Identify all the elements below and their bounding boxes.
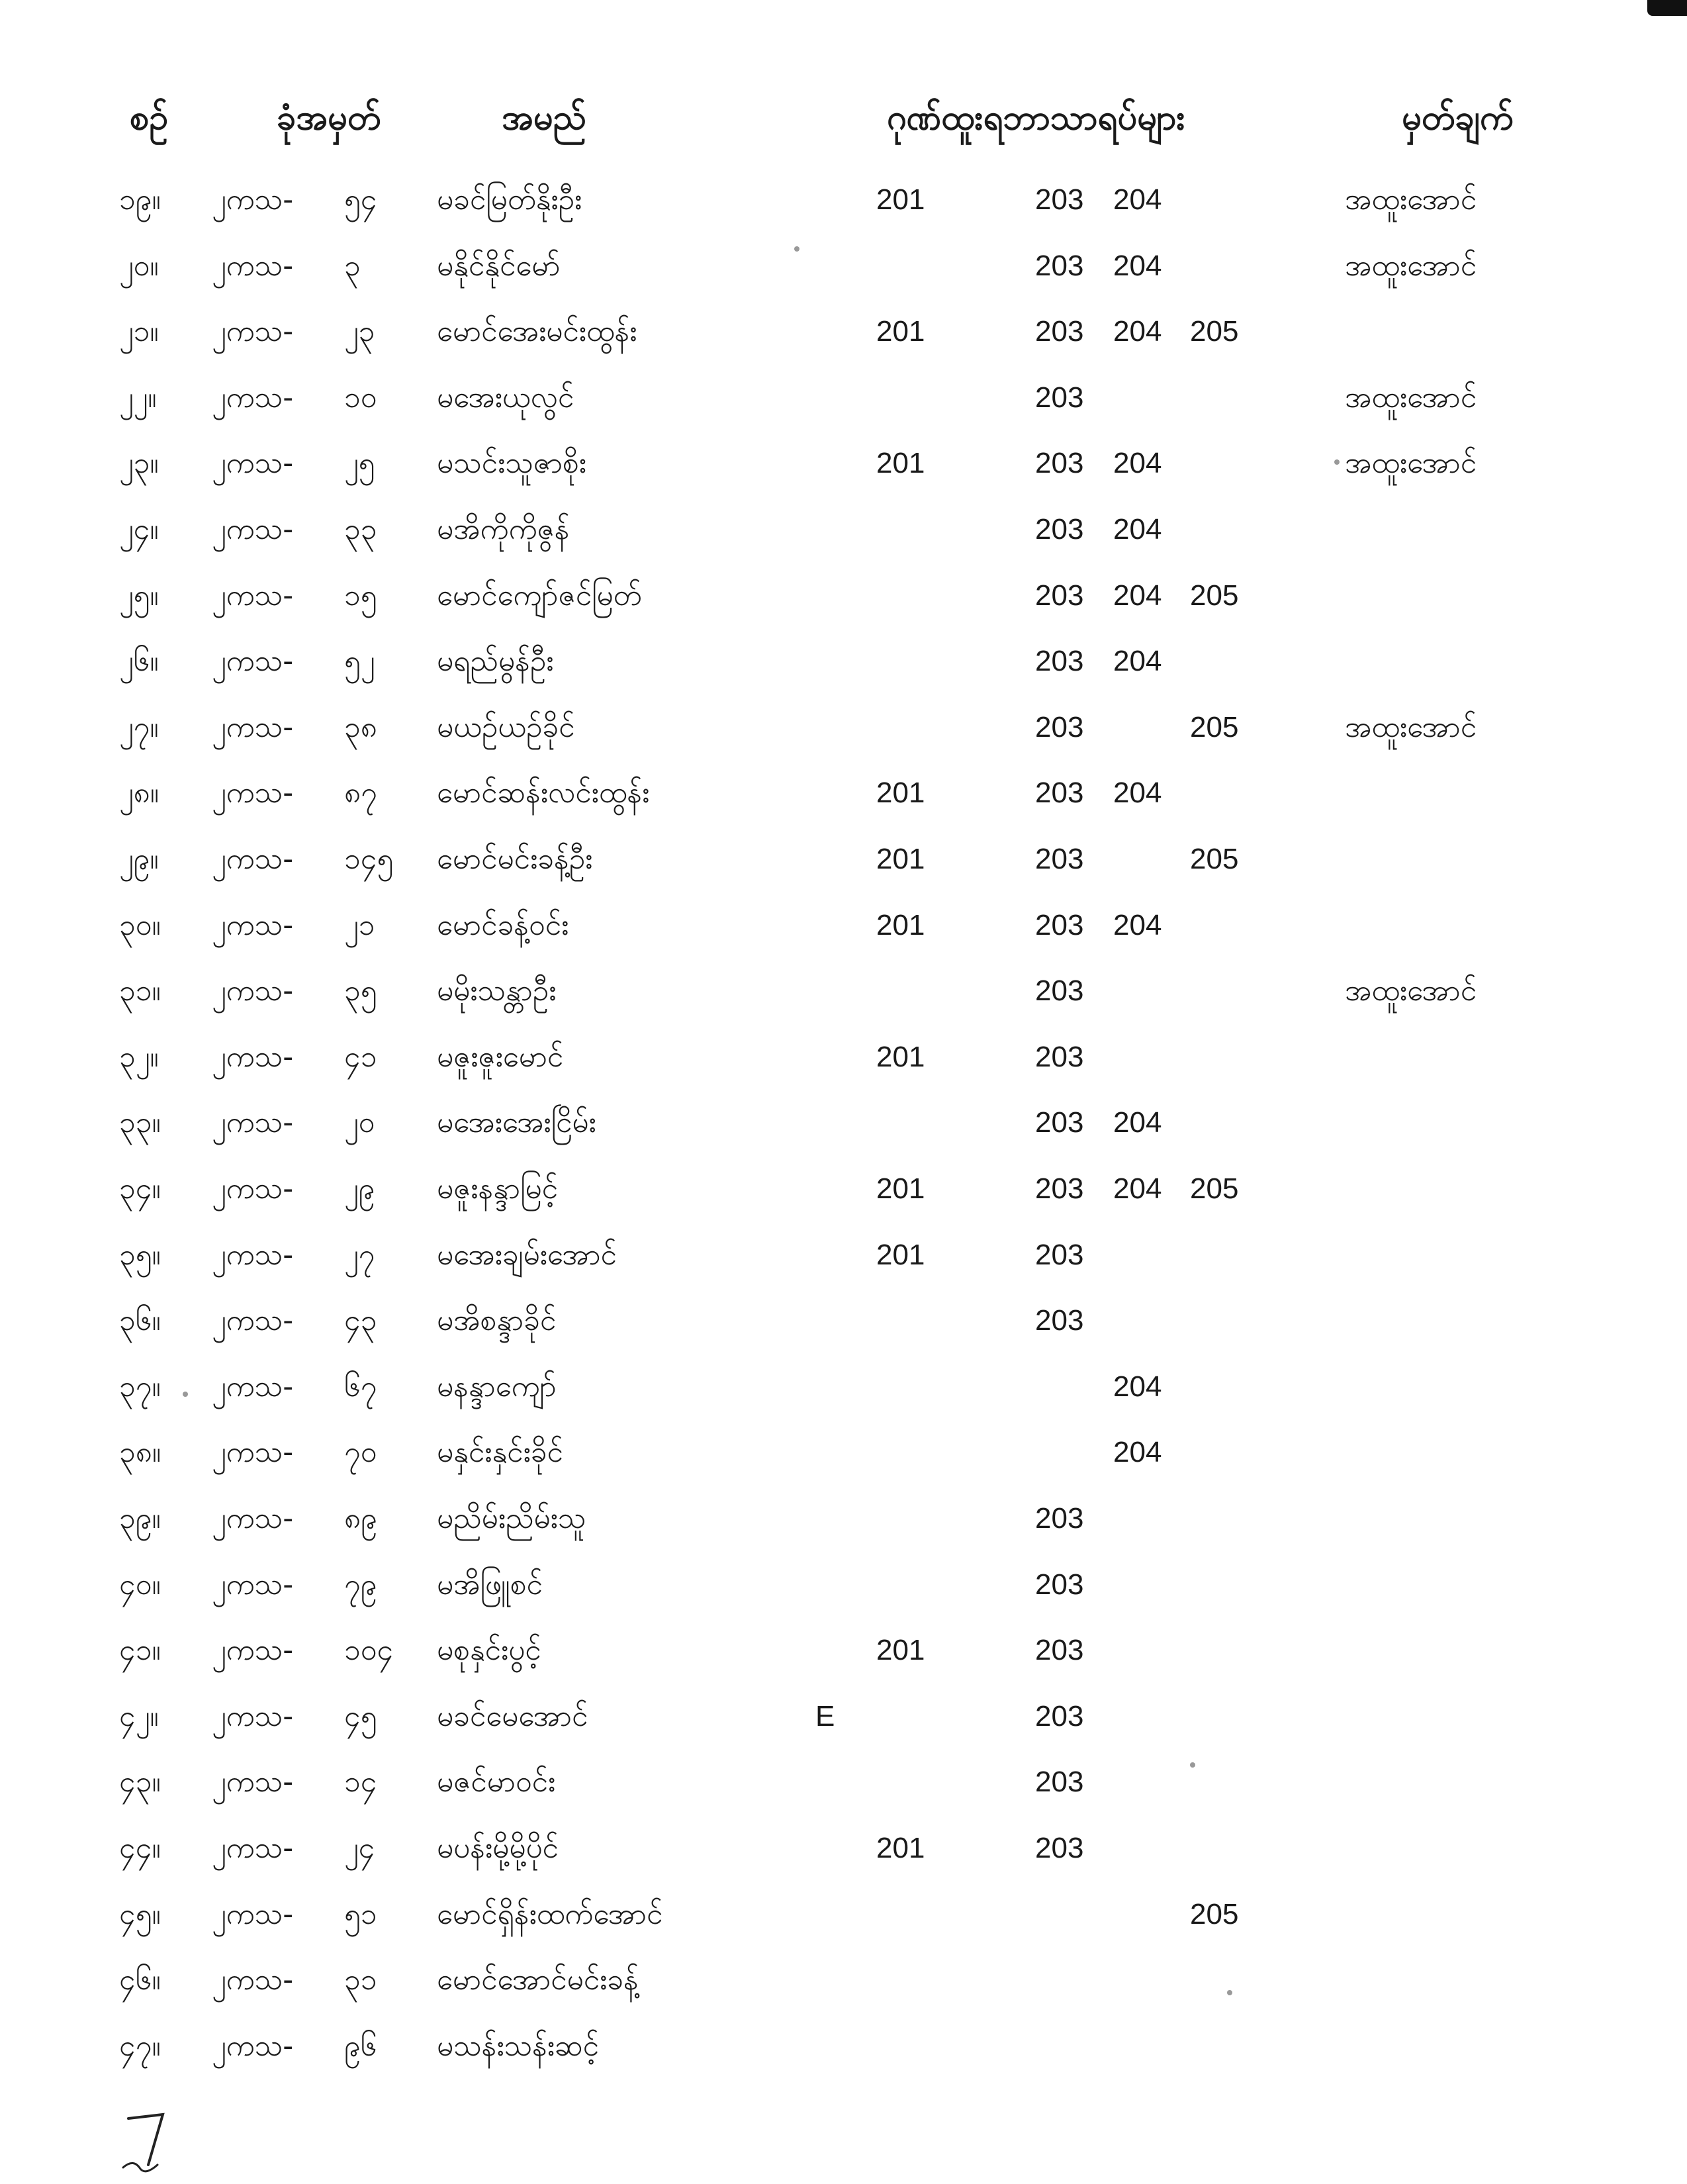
row-subject-201: 201 [876,909,925,941]
row-subject-203: 203 [1035,1700,1084,1733]
row-class-code: ၂ကသ- [212,1633,294,1667]
row-subject-203: 203 [1035,381,1084,414]
row-serial-no: ၃၂။ [119,1040,159,1074]
row-student-name: မစုနှင်းပွင့် [437,1633,541,1667]
row-roll-no: ၃ [344,249,361,283]
row-class-code: ၂ကသ- [212,2029,294,2063]
scan-speck [1227,1990,1232,1995]
row-student-name: မနိုင်နိုင်မော် [437,249,561,283]
row-serial-no: ၃၄။ [119,1172,161,1206]
row-roll-no: ၄၃ [344,1304,377,1337]
row-student-name: မောင်ဆန်းလင်းထွန်း [437,776,650,810]
row-subject-204: 204 [1113,909,1162,941]
row-subject-203: 203 [1035,250,1084,282]
row-class-code: ၂ကသ- [212,908,294,942]
row-serial-no: ၄၁။ [119,1633,161,1667]
row-serial-no: ၃၆။ [119,1304,161,1337]
row-class-code: ၂ကသ- [212,512,294,546]
row-roll-no: ၂၀ [344,1106,375,1139]
row-student-name: မအိစန္ဒာခိုင် [437,1304,557,1337]
row-student-name: မအေးချမ်းအောင် [437,1238,617,1272]
row-student-name: မပန်းမို့မို့ပိုင် [437,1831,559,1865]
row-roll-no: ၇၉ [344,1568,377,1601]
row-subject-203: 203 [1035,1172,1084,1205]
scan-speck [1334,459,1340,465]
row-class-code: ၂ကသ- [212,249,294,283]
row-subject-205: 205 [1190,711,1239,743]
row-class-code: ၂ကသ- [212,776,294,810]
row-class-code: ၂ကသ- [212,1765,294,1799]
row-subject-203: 203 [1035,1766,1084,1798]
row-subject-203: 203 [1035,1239,1084,1271]
row-class-code: ၂ကသ- [212,1897,294,1931]
row-student-name: မမိုးသန္တာဦး [437,974,557,1008]
row-student-name: မဇင်မာဝင်း [437,1765,556,1799]
row-subject-201: 201 [876,1172,925,1205]
row-class-code: ၂ကသ- [212,1699,294,1733]
row-subject-204: 204 [1113,513,1162,546]
row-class-code: ၂ကသ- [212,710,294,744]
row-subject-204: 204 [1113,1106,1162,1139]
row-roll-no: ၁၄၅ [344,842,394,876]
row-class-code: ၂ကသ- [212,446,294,480]
row-subject-201: 201 [876,1239,925,1271]
row-roll-no: ၅၂ [344,644,375,678]
row-subject-203: 203 [1035,513,1084,546]
handwritten-initial [116,2104,189,2177]
row-remark: အထူးအောင် [1345,446,1477,480]
row-roll-no: ၄၁ [344,1040,377,1074]
row-class-code: ၂ကသ- [212,974,294,1008]
row-subject-203: 203 [1035,1106,1084,1139]
row-subject-203: 203 [1035,579,1084,612]
row-serial-no: ၄၃။ [119,1765,161,1799]
row-subject-201: 201 [876,1832,925,1864]
row-subject-203: 203 [1035,183,1084,216]
row-serial-no: ၄၅။ [119,1897,161,1931]
row-student-name: မညိမ်းညိမ်းသူ [437,1501,586,1535]
row-subject-203: 203 [1035,1568,1084,1601]
row-serial-no: ၂၆။ [119,644,159,678]
row-subject-201: 201 [876,1634,925,1666]
row-student-name: မရည်မွန်ဦး [437,644,554,678]
row-class-code: ၂ကသ- [212,1304,294,1337]
row-class-code: ၂ကသ- [212,1435,294,1469]
row-class-code: ၂ကသ- [212,1568,294,1601]
header-remark: မှတ်ချက် [1402,98,1514,138]
row-subject-205: 205 [1190,1898,1239,1930]
row-subject-204: 204 [1113,645,1162,677]
row-roll-no: ၄၅ [344,1699,377,1733]
row-student-name: မောင်ခန့်ဝင်း [437,908,569,942]
row-subject-201: 201 [876,315,925,348]
row-class-code: ၂ကသ- [212,1831,294,1865]
row-subject-201: 201 [876,1041,925,1073]
row-class-code: ၂ကသ- [212,314,294,348]
row-serial-no: ၃၃။ [119,1106,161,1139]
row-subject-204: 204 [1113,777,1162,809]
row-roll-no: ၉၆ [344,2029,377,2063]
row-roll-no: ၂၄ [344,1831,375,1865]
row-subject-203: 203 [1035,777,1084,809]
row-subject-203: 203 [1035,909,1084,941]
row-roll-no: ၃၃ [344,512,377,546]
row-serial-no: ၄၂။ [119,1699,159,1733]
row-subject-203: 203 [1035,843,1084,875]
row-class-code: ၂ကသ- [212,1963,294,1997]
row-subject-203: 203 [1035,1304,1084,1337]
row-student-name: မအိကိုကိုဇွန် [437,512,570,546]
row-student-name: မခင်မြတ်နိုးဦး [437,183,582,216]
row-serial-no: ၃၈။ [119,1435,161,1469]
row-subject-204: 204 [1113,315,1162,348]
row-serial-no: ၂၈။ [119,776,160,810]
row-student-name: မောင်အေးမင်းထွန်း [437,314,637,348]
row-student-name: မောင်မင်းခန့်ဦး [437,842,593,876]
row-student-name: မဇူးဇူးမောင် [437,1040,564,1074]
row-subject-205: 205 [1190,843,1239,875]
row-student-name: မအိဖြူစင် [437,1568,543,1601]
row-subject-203: 203 [1035,974,1084,1007]
row-serial-no: ၄၄။ [119,1831,161,1865]
row-subject-204: 204 [1113,1172,1162,1205]
row-serial-no: ၂၇။ [119,710,159,744]
row-subject-203: 203 [1035,1502,1084,1535]
row-serial-no: ၂၁။ [119,314,159,348]
row-class-code: ၂ကသ- [212,1172,294,1206]
scan-edge-mark [1647,0,1687,16]
row-subject-203: 203 [1035,1634,1084,1666]
row-serial-no: ၄၆။ [119,1963,161,1997]
row-serial-no: ၃၀။ [119,908,161,942]
row-subject-201: 201 [876,183,925,216]
row-serial-no: ၃၉။ [119,1501,161,1535]
row-student-name: မသင်းသူဇာစိုး [437,446,586,480]
row-roll-no: ၃၅ [344,974,377,1008]
row-roll-no: ၆၇ [344,1370,377,1403]
row-subject-204: 204 [1113,1436,1162,1468]
row-roll-no: ၂၁ [344,908,375,942]
row-student-name: မဇူးနန္ဒာမြင့် [437,1172,559,1206]
row-serial-no: ၄၇။ [119,2029,161,2063]
row-serial-no: ၂၃။ [119,446,159,480]
header-roll-no: ခုံအမှတ် [277,98,381,138]
row-roll-no: ၁၅ [344,579,377,612]
row-student-name: မောင်ရှိန်းထက်အောင် [437,1897,663,1931]
row-subject-205: 205 [1190,1172,1239,1205]
row-roll-no: ၅၄ [344,183,377,216]
row-roll-no: ၈၇ [344,776,377,810]
row-class-code: ၂ကသ- [212,579,294,612]
scan-speck [183,1392,188,1397]
row-remark: အထူးအောင် [1345,710,1477,744]
row-serial-no: ၃၁။ [119,974,161,1008]
row-subject-203: 203 [1035,711,1084,743]
row-roll-no: ၁၀၄ [344,1633,394,1667]
row-subject-203: 203 [1035,1832,1084,1864]
row-subject-203: 203 [1035,645,1084,677]
row-remark: အထူးအောင် [1345,249,1477,283]
row-class-code: ၂ကသ- [212,183,294,216]
row-student-name: မအေးအေးငြိမ်း [437,1106,596,1139]
header-serial-no: စဥ် [130,98,169,138]
row-student-name: မအေးယုလွင် [437,381,574,414]
scan-speck [1190,1762,1195,1768]
row-subject-203: 203 [1035,315,1084,348]
row-roll-no: ၅၁ [344,1897,377,1931]
row-subject-204: 204 [1113,579,1162,612]
row-serial-no: ၁၉။ [119,183,161,216]
row-roll-no: ၂၅ [344,446,375,480]
row-roll-no: ၈၉ [344,1501,377,1535]
row-roll-no: ၂၃ [344,314,375,348]
row-class-code: ၂ကသ- [212,1238,294,1272]
row-class-code: ၂ကသ- [212,644,294,678]
row-class-code: ၂ကသ- [212,1501,294,1535]
row-student-name: မနှင်းနှင်းခိုင် [437,1435,563,1469]
row-serial-no: ၂၉။ [119,842,159,876]
row-class-code: ၂ကသ- [212,1040,294,1074]
row-roll-no: ၂၉ [344,1172,375,1206]
row-remark: အထူးအောင် [1345,381,1477,414]
row-roll-no: ၁၀ [344,381,377,414]
row-student-name: မခင်မေအောင် [437,1699,588,1733]
row-serial-no: ၂၂။ [119,381,157,414]
row-roll-no: ၁၄ [344,1765,377,1799]
row-serial-no: ၃၅။ [119,1238,161,1272]
row-serial-no: ၃၇။ [119,1370,161,1403]
row-roll-no: ၃၈ [344,710,377,744]
row-serial-no: ၂၅။ [119,579,159,612]
row-subject-201: E [815,1700,835,1733]
row-roll-no: ၇၀ [344,1435,377,1469]
row-student-name: မနန္ဒာကျော် [437,1370,557,1403]
row-remark: အထူးအောင် [1345,183,1477,216]
row-subject-203: 203 [1035,447,1084,479]
row-roll-no: ၂၇ [344,1238,375,1272]
row-remark: အထူးအောင် [1345,974,1477,1008]
row-subject-204: 204 [1113,1370,1162,1403]
row-serial-no: ၄၀။ [119,1568,161,1601]
row-serial-no: ၂၄။ [119,512,159,546]
row-serial-no: ၂၀။ [119,249,159,283]
row-class-code: ၂ကသ- [212,842,294,876]
scan-speck [794,246,799,252]
row-class-code: ၂ကသ- [212,1106,294,1139]
row-subject-204: 204 [1113,447,1162,479]
header-name: အမည် [502,98,586,138]
row-roll-no: ၃၁ [344,1963,377,1997]
row-subject-205: 205 [1190,315,1239,348]
row-class-code: ၂ကသ- [212,381,294,414]
row-subject-201: 201 [876,447,925,479]
row-student-name: မသန်းသန်းဆင့် [437,2029,600,2063]
row-student-name: မယဉ်ယဉ်ခိုင် [437,710,575,744]
row-subject-205: 205 [1190,579,1239,612]
row-subject-204: 204 [1113,250,1162,282]
row-student-name: မောင်အောင်မင်းခန့် [437,1963,639,1997]
row-subject-201: 201 [876,843,925,875]
header-distinction-subjects: ဂုဏ်ထူးရဘာသာရပ်များ [887,98,1185,138]
row-student-name: မောင်ကျော်ဇင်မြတ် [437,579,642,612]
row-class-code: ၂ကသ- [212,1370,294,1403]
row-subject-204: 204 [1113,183,1162,216]
row-subject-203: 203 [1035,1041,1084,1073]
row-subject-201: 201 [876,777,925,809]
